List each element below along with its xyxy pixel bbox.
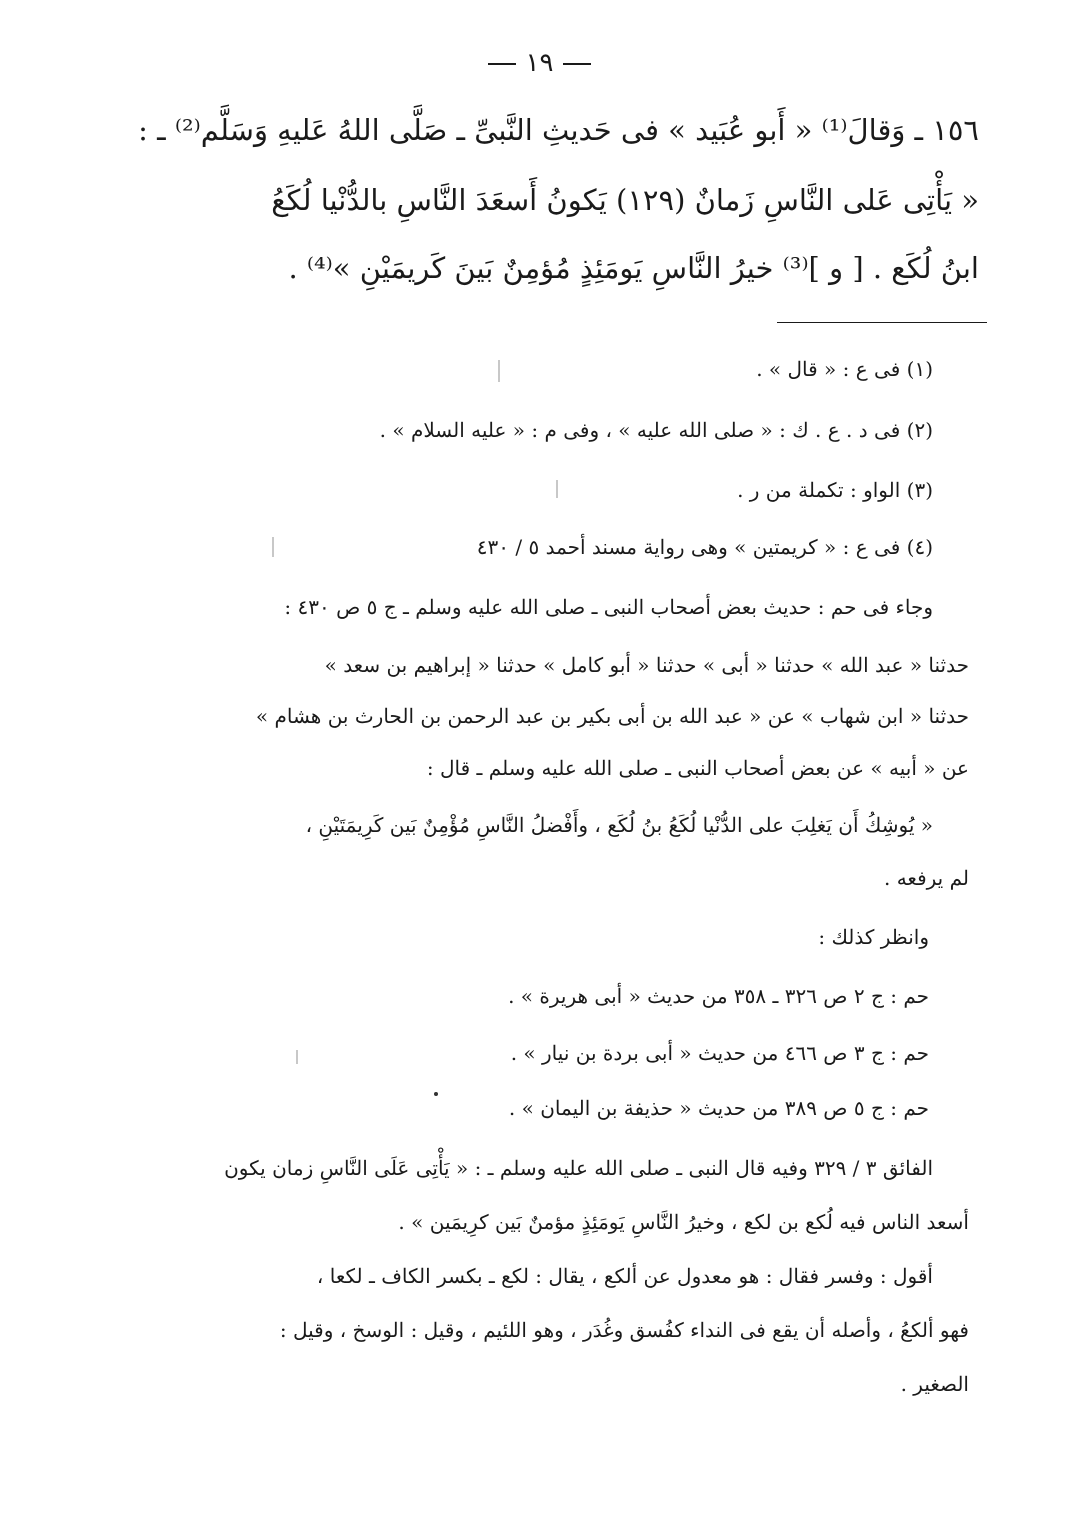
footnote-text-line: « يُوشِكُ أَن يَغلِبَ على الدُّنْيا لُكَعُ بنُ لُكَع ، وأَفْضلُ النَّاسِ مُؤْمِنٌ بَين كَرِيمَتَيْنِ ، xyxy=(305,813,933,837)
footnote-text-line: الفائق ٣ / ٣٢٩ وفيه قال النبى ـ صلى الله عليه وسلم ـ : « يَأْتِى عَلَى النَّاسِ زمان يكون xyxy=(224,1156,933,1180)
scan-speck xyxy=(272,537,274,557)
dash-left xyxy=(488,63,516,65)
footnote-text-line: حدثنا « ابن شهاب » عن « عبد الله بن أبى بكير بن عبد الرحمن بن الحارث بن هشام » xyxy=(255,704,969,728)
footnote-separator xyxy=(777,322,987,323)
footnote-text-line: فهو ألكعُ ، وأصله أن يقع فى النداء كفُسق وغُدَر ، وهو اللئيم ، وقيل : الوسخ ، وقيل : xyxy=(279,1318,969,1342)
footnote-2: (٢) فى د . ع . ك : « صلى الله عليه » ، وفى م : « عليه السلام » . xyxy=(379,418,933,442)
footnote-text-line: وجاء فى حم : حديث بعض أصحاب النبى ـ صلى الله عليه وسلم ـ ج ٥ ص ٤٣٠ : xyxy=(284,595,933,619)
scan-speck xyxy=(296,1050,298,1064)
main-line-2: « يَأْتِى عَلى النَّاسِ زَمانٌ (١٢٩) يَكونُ أَسعَدَ النَّاسِ بالدُّنْيا لُكَعُ xyxy=(271,183,979,217)
footnote-text-line: عن « أبيه » عن بعض أصحاب النبى ـ صلى الله عليه وسلم ـ قال : xyxy=(426,756,969,780)
main-line-3: ابنُ لُكَع . [ و ]⁽³⁾ خيرُ النَّاسِ يَومَئِذٍ مُؤمِنٌ بَينَ كَريمَيْنِ »⁽⁴⁾ . xyxy=(288,251,979,285)
footnote-reference-line: حم : ج ٥ ص ٣٨٩ من حديث « حذيفة بن اليمان » . xyxy=(508,1096,929,1120)
scan-speck xyxy=(556,480,558,498)
footnote-text-line: لم يرفعه . xyxy=(883,866,969,890)
main-line-1: ١٥٦ ـ وَقالَ⁽¹⁾ « أَبو عُبَيد » فى حَديثِ النَّبىِّ ـ صَلَّى اللهُ عَليهِ وَسَلَّم⁽²⁾ ـ : xyxy=(138,113,979,147)
footnote-1: (١) فى ع : « قال » . xyxy=(756,357,933,381)
footnote-text-line: وانظر كذلك : xyxy=(818,925,929,949)
footnote-3: (٣) الواو : تكملة من ر . xyxy=(737,478,933,502)
page-number-text: ١٩ xyxy=(525,48,554,78)
footnote-reference-line: حم : ج ٢ ص ٣٢٦ ـ ٣٥٨ من حديث « أبى هريرة » . xyxy=(508,984,929,1008)
footnote-text-line: الصغير . xyxy=(900,1372,969,1396)
dash-right xyxy=(563,63,591,65)
footnote-text-line: أقول : وفسر فقال : هو معدول عن ألكع ، يقال : لكع ـ بكسر الكاف ـ لكعا ، xyxy=(316,1264,933,1288)
page-number xyxy=(0,48,1079,78)
scan-speck xyxy=(498,360,500,382)
footnote-reference-line: حم : ج ٣ ص ٤٦٦ من حديث « أبى بردة بن نيار » . xyxy=(510,1041,929,1065)
footnote-text-line: أسعد الناس فيه لُكع بن لكع ، وخيرُ النَّاسِ يَومَئِذٍ مؤمنٌ بَين كرِيمَين » . xyxy=(398,1210,969,1234)
footnote-4: (٤) فى ع : « كريمتين » وهى رواية مسند أحمد ٥ / ٤٣٠ xyxy=(476,535,933,559)
footnote-text-line: حدثنا « عبد الله » حدثنا « أبى » حدثنا « أبو كامل » حدثنا « إبراهيم بن سعد » xyxy=(324,653,969,677)
scan-dot xyxy=(434,1092,438,1096)
